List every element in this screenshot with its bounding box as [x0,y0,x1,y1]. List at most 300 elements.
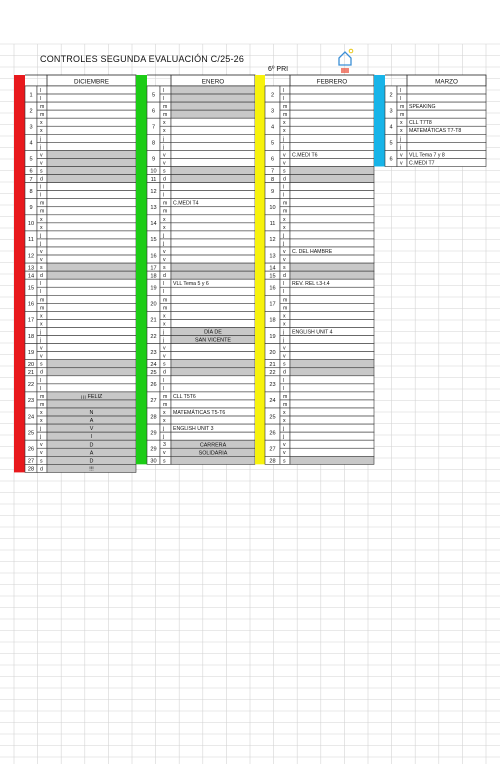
day-number: 6 [389,156,393,163]
day-block [25,424,136,440]
weekday-letter: v [283,160,286,167]
weekday-letter: l [283,289,285,296]
event-text: SPEAKING [409,104,436,111]
day-number: 14 [269,265,276,272]
weekday-cell [160,94,171,102]
weekday-cell [280,384,290,392]
month-color-bar [14,75,25,472]
event-text: C.MEDI T4 [173,200,199,207]
day-number: 13 [27,265,35,272]
weekday-letter: m [40,200,45,207]
weekday-letter: 3 [163,442,166,449]
day-number: 1 [29,92,33,99]
weekday-cell [397,94,407,102]
weekday-letter: l [40,192,42,199]
day-number: 12 [27,253,35,260]
weekday-letter: j [163,232,165,239]
event-cell [47,295,136,303]
weekday-letter: l [163,96,165,102]
day-block [385,150,486,166]
holiday-cell [47,360,136,368]
weekday-cell [160,376,171,384]
weekday-cell [160,183,171,191]
month-color-bar [255,75,265,464]
holiday-cell [47,167,136,175]
day-number: 22 [150,333,157,340]
weekday-letter: x [40,313,43,320]
weekday-letter: l [163,377,165,384]
weekday-cell [280,134,290,142]
day-block [265,279,374,295]
day-number: 3 [389,108,393,115]
day-number: 17 [150,265,157,272]
day-block [147,440,255,456]
event-cell [171,416,255,424]
weekday-letter: m [283,401,288,408]
weekday-letter: m [163,297,168,304]
weekday-letter: j [283,136,285,143]
weekday-letter: x [283,418,286,424]
day-number: 21 [269,361,276,368]
weekday-letter: l [163,192,165,199]
day-block [25,368,136,376]
day-block [265,368,374,376]
weekday-letter: j [283,329,285,336]
event-cell [171,239,255,247]
weekday-letter: m [163,401,168,408]
day-block [25,167,136,175]
holiday-cell [47,175,136,183]
event-cell [290,319,374,327]
day-block [147,247,255,263]
event-text: SAN VICENTE [195,337,231,344]
day-block [147,328,255,344]
weekday-letter: l [283,377,285,384]
weekday-cell [160,287,171,295]
weekday-letter: m [40,297,45,304]
weekday-letter: l [40,96,42,102]
weekday-letter: j [40,232,42,239]
day-number: 23 [27,398,35,405]
weekday-letter: x [40,321,43,328]
weekday-letter: d [163,176,166,183]
weekday-letter: v [163,353,166,360]
weekday-letter: x [40,224,43,231]
day-number: 24 [150,361,157,368]
event-cell [47,303,136,311]
month-febrero [255,75,374,465]
day-number: 11 [150,176,157,183]
weekday-cell [280,191,290,199]
weekday-cell [160,328,171,336]
day-block [147,344,255,360]
weekday-letter: s [163,361,166,368]
holiday-cell [171,456,255,464]
event-cell [171,319,255,327]
day-block [25,328,136,344]
weekday-letter: m [283,208,288,215]
event-cell [47,94,136,102]
weekday-cell [37,287,47,295]
event-cell [47,319,136,327]
holiday-cell [47,158,136,166]
weekday-letter: m [400,104,405,111]
event-text: C. DEL HAMBRE [292,248,333,255]
weekday-letter: x [283,128,286,135]
event-cell [407,142,486,150]
month-color-bar [136,75,147,464]
day-block [265,456,374,464]
day-number: 19 [269,333,276,340]
day-number: 28 [27,466,35,473]
weekday-letter: s [40,265,43,272]
event-text: A [89,450,94,457]
day-number: 30 [150,458,157,465]
holiday-cell [47,263,136,271]
event-cell [290,336,374,344]
day-block [147,102,255,118]
event-cell [47,231,136,239]
day-number: 14 [150,221,157,228]
event-cell [171,352,255,360]
event-text: V [89,426,94,433]
event-text: C.MEDI T6 [292,152,318,159]
day-number: 27 [27,458,35,465]
weekday-cell [280,287,290,295]
event-cell [171,287,255,295]
weekday-letter: s [163,458,166,465]
weekday-letter: l [163,289,165,296]
weekday-letter: x [40,128,43,135]
day-block [25,376,136,392]
weekday-letter: j [163,426,165,433]
weekday-letter: x [283,313,286,320]
weekday-letter: v [163,257,166,263]
weekday-cell [37,328,47,336]
weekday-letter: d [283,273,286,280]
weekday-cell [160,239,171,247]
weekday-letter: v [40,160,43,167]
weekday-cell [280,94,290,102]
weekday-letter: x [40,120,43,127]
holiday-cell [290,263,374,271]
day-block [147,271,255,279]
day-number: 10 [27,221,35,228]
weekday-letter: j [163,337,165,344]
event-cell [290,231,374,239]
event-text: A [89,418,94,425]
day-number: 16 [269,285,276,292]
weekday-letter: s [40,168,43,175]
event-cell [47,134,136,142]
weekday-letter: l [163,281,165,288]
event-cell [290,384,374,392]
event-cell [47,376,136,384]
weekday-cell [160,279,171,287]
weekday-letter: v [40,450,43,457]
day-number: 15 [27,285,35,292]
event-cell [290,215,374,223]
holiday-cell [171,86,255,94]
holiday-cell [290,360,374,368]
event-text: MATEMÁTICAS T5-T6 [173,409,226,416]
day-number: 8 [151,140,156,147]
event-cell [171,303,255,311]
weekday-letter: v [40,353,43,360]
holiday-cell [290,368,374,376]
event-cell [290,142,374,150]
event-cell [171,376,255,384]
day-number: 3 [270,108,275,115]
event-cell [407,94,486,102]
day-block [147,360,255,368]
weekday-letter: m [283,305,288,312]
weekday-letter: l [40,87,42,94]
holiday-cell [171,94,255,102]
day-number: 26 [269,430,276,437]
day-block [385,86,486,102]
day-number: 2 [29,108,33,115]
day-block [147,279,255,295]
weekday-cell [37,86,47,94]
event-cell [47,191,136,199]
day-number: 28 [269,458,276,465]
weekday-letter: j [163,144,165,151]
day-block [25,215,136,231]
house-icon [336,46,354,74]
weekday-letter: s [283,458,286,465]
day-block [25,86,136,102]
day-block [25,408,136,424]
day-number: 2 [270,92,275,99]
holiday-cell [171,110,255,118]
weekday-letter: l [283,385,285,392]
event-cell [47,239,136,247]
day-block [265,344,374,360]
day-block [25,360,136,368]
weekday-letter: j [283,232,285,239]
event-cell [47,183,136,191]
weekday-letter: j [400,144,402,151]
weekday-letter: l [40,281,42,288]
holiday-cell [290,456,374,464]
event-cell [290,110,374,118]
event-cell [290,295,374,303]
weekday-cell [37,191,47,199]
weekday-cell [280,279,290,287]
day-number: 20 [27,361,35,368]
event-cell [171,344,255,352]
weekday-cell [160,191,171,199]
weekday-letter: x [163,321,166,328]
weekday-letter: d [163,369,166,376]
day-block [265,183,374,199]
day-number: 24 [269,398,276,405]
weekday-letter: l [40,289,42,296]
weekday-letter: j [283,240,285,247]
day-block [265,328,374,344]
event-cell [290,408,374,416]
day-block [265,392,374,408]
event-cell [290,207,374,215]
event-cell [290,440,374,448]
day-block [385,118,486,134]
weekday-letter: m [40,305,45,312]
weekday-letter: d [40,273,43,280]
day-block [147,86,255,102]
day-number: 12 [150,188,157,195]
weekday-letter: x [40,418,43,424]
event-cell [290,118,374,126]
event-cell [171,118,255,126]
event-cell [47,86,136,94]
weekday-cell [37,384,47,392]
weekday-letter: l [163,87,165,94]
event-cell [171,207,255,215]
weekday-letter: v [283,257,286,263]
month-color-bar [374,75,385,167]
day-number: 19 [150,285,157,292]
weekday-letter: x [163,313,166,320]
event-cell [47,215,136,223]
weekday-letter: s [40,458,43,465]
weekday-letter: x [283,224,286,231]
day-block [265,175,374,183]
day-number: 23 [150,349,157,356]
event-cell [47,328,136,336]
day-number: 9 [151,156,156,163]
day-block [25,456,136,464]
day-number: 24 [27,414,35,421]
weekday-letter: v [163,248,166,255]
day-number: 15 [269,273,276,280]
weekday-letter: l [283,87,285,94]
weekday-cell [160,142,171,150]
weekday-cell [160,86,171,94]
weekday-letter: v [163,450,166,457]
weekday-cell [397,134,407,142]
day-number: 8 [29,188,33,195]
day-number: 6 [270,156,275,163]
event-cell [171,134,255,142]
event-cell [290,311,374,319]
day-number: 13 [150,204,157,211]
holiday-cell [171,263,255,271]
event-text: ENGLISH UNIT 3 [173,426,214,433]
day-number: 5 [29,156,33,163]
month-enero [136,75,255,465]
event-cell [290,86,374,94]
event-cell [290,287,374,295]
event-text: REV. REL t.3-t.4 [292,281,330,288]
weekday-letter: m [40,208,45,215]
weekday-letter: j [40,337,42,344]
weekday-cell [160,432,171,440]
event-text: CLL T7T8 [409,120,432,127]
day-number: 6 [29,168,33,175]
weekday-letter: m [283,112,288,119]
day-number: 10 [150,168,157,175]
day-number: 4 [270,124,275,131]
event-cell [171,400,255,408]
weekday-letter: j [283,426,285,433]
day-block [147,408,255,424]
weekday-cell [280,376,290,384]
day-number: 12 [269,237,276,244]
weekday-letter: m [400,112,405,119]
event-cell [47,126,136,134]
day-number: 15 [150,237,157,244]
event-text: VLL Tema 7 y 8 [409,152,445,159]
day-block [385,134,486,150]
day-block [25,295,136,311]
weekday-letter: v [283,248,286,255]
day-block [265,102,374,118]
weekday-letter: d [40,466,43,473]
day-block [265,376,374,392]
day-number: 29 [150,430,157,437]
weekday-letter: j [40,426,42,433]
event-cell [47,207,136,215]
grade-label: 6º PRI [268,66,289,73]
event-cell [171,183,255,191]
day-number: 22 [269,369,276,376]
weekday-cell [37,134,47,142]
event-cell [171,432,255,440]
weekday-letter: v [40,442,43,449]
day-number: 7 [151,124,156,131]
day-number: 7 [270,168,275,175]
day-block [147,199,255,215]
day-block [147,183,255,199]
day-block [265,263,374,271]
event-text: N [89,410,94,417]
weekday-letter: m [283,393,288,400]
weekday-letter: s [163,265,166,272]
event-cell [47,279,136,287]
day-block [265,424,374,440]
month-title: FEBRERO [316,78,348,86]
weekday-letter: l [40,385,42,392]
day-number: 13 [269,253,276,260]
event-text: C.MEDI T7 [409,160,435,167]
day-number: 10 [269,204,276,211]
weekday-letter: j [40,240,42,247]
event-cell [171,191,255,199]
day-block [25,279,136,295]
weekday-letter: m [283,200,288,207]
event-cell [171,142,255,150]
weekday-letter: m [163,305,168,312]
holiday-cell [171,271,255,279]
event-cell [171,255,255,263]
event-cell [47,287,136,295]
weekday-letter: v [283,353,286,360]
day-number: 17 [27,317,35,324]
event-cell [290,376,374,384]
day-block [25,311,136,327]
event-text: SOLIDARIA [198,450,228,457]
weekday-letter: s [40,361,43,368]
event-cell [47,336,136,344]
day-block [25,199,136,215]
month-title: MARZO [435,78,458,86]
day-number: 20 [269,349,276,356]
weekday-letter: v [400,160,403,167]
event-text: DÍA DE [204,329,222,336]
weekday-letter: m [283,104,288,111]
event-cell [290,94,374,102]
